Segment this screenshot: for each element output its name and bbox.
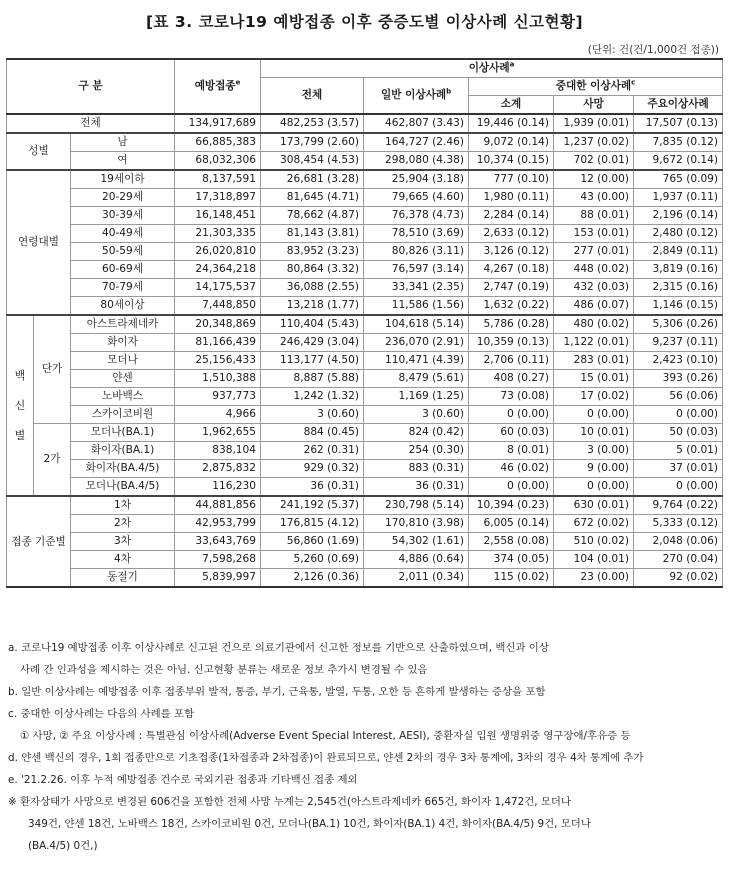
table-cell: 110,471 (4.39): [364, 352, 469, 370]
table-cell: 241,192 (5.37): [261, 496, 364, 515]
table-cell: 8 (0.01): [469, 442, 554, 460]
table-cell: 83,952 (3.23): [261, 243, 364, 261]
table-cell: 408 (0.27): [469, 370, 554, 388]
table-cell: 76,378 (4.73): [364, 207, 469, 225]
table-cell: 164,727 (2.46): [364, 133, 469, 152]
table-cell: 0 (0.00): [469, 406, 554, 424]
table-cell: 7,448,850: [175, 297, 261, 316]
table-cell: 0 (0.00): [469, 478, 554, 497]
table-cell: 115 (0.02): [469, 569, 554, 588]
table-row: [7, 388, 723, 406]
table-cell: 9,672 (0.14): [634, 152, 723, 171]
table-cell: 2,633 (0.12): [469, 225, 554, 243]
table-cell: 432 (0.03): [554, 279, 634, 297]
table-row: [7, 114, 723, 133]
table-row: [7, 279, 723, 297]
footnote-line: ① 사망, ② 주요 이상사례 : 특별관심 이상사례(Adverse Event Special Interest, AESI), 중환자실 입원 생명위중 영구장애/후유증 등: [20, 730, 631, 742]
table-cell: 15 (0.01): [554, 370, 634, 388]
header-general: 일반 이상사례$^b$: [364, 78, 469, 115]
row-label: 20-29세: [71, 189, 175, 207]
table-cell: 9,237 (0.11): [634, 334, 723, 352]
table-cell: 480 (0.02): [554, 315, 634, 334]
footnote-line: ※ 환자상태가 사망으로 변경된 606건을 포함한 전체 사망 누계는 2,545건(아스트라제네카 665건, 화이자 1,472건, 모더나: [8, 796, 571, 808]
table-cell: 298,080 (4.38): [364, 152, 469, 171]
table-cell: 23 (0.00): [554, 569, 634, 588]
table-row: [7, 478, 723, 497]
group-label-dose: 접종 기준별: [7, 496, 71, 587]
table-row: [7, 133, 723, 152]
table-cell: 1,146 (0.15): [634, 297, 723, 316]
table-cell: 2,315 (0.16): [634, 279, 723, 297]
row-label: 1차: [71, 496, 175, 515]
footnote-line: a. 코로나19 예방접종 이후 이상사례로 신고된 건으로 의료기관에서 신고한 정보를 기반으로 산출하였으며, 백신과 이상: [8, 642, 549, 654]
row-label: 여: [71, 152, 175, 171]
header-serious: 중대한 이상사례$^c$: [469, 78, 723, 96]
table-cell: 92 (0.02): [634, 569, 723, 588]
table-body: [7, 114, 723, 587]
table-cell: 5 (0.01): [634, 442, 723, 460]
table-cell: 46 (0.02): [469, 460, 554, 478]
table-cell: 937,773: [175, 388, 261, 406]
table-cell: 9,764 (0.22): [634, 496, 723, 515]
table-row: [7, 496, 723, 515]
row-label: 모더나(BA.1): [71, 424, 175, 442]
table-cell: 25,904 (3.18): [364, 170, 469, 189]
table-cell: 702 (0.01): [554, 152, 634, 171]
table-cell: 0 (0.00): [634, 406, 723, 424]
table-cell: 448 (0.02): [554, 261, 634, 279]
group-label-sex: 성별: [7, 133, 71, 170]
row-label: 60-69세: [71, 261, 175, 279]
table-cell: 3,819 (0.16): [634, 261, 723, 279]
table-cell: 1,962,655: [175, 424, 261, 442]
row-label: 노바백스: [71, 388, 175, 406]
subgroup-label-single: 단가: [34, 315, 71, 424]
row-label: 동절기: [71, 569, 175, 588]
table-cell: 283 (0.01): [554, 352, 634, 370]
table-row: [7, 225, 723, 243]
row-label: 80세이상: [71, 297, 175, 316]
table-cell: 9,072 (0.14): [469, 133, 554, 152]
table-cell: 25,156,433: [175, 352, 261, 370]
table-cell: 88 (0.01): [554, 207, 634, 225]
row-label: 스카이코비원: [71, 406, 175, 424]
row-label: 2차: [71, 515, 175, 533]
table-cell: 81,645 (4.71): [261, 189, 364, 207]
header-adverse: 이상사례$^a$: [261, 59, 723, 78]
table-cell: 134,917,689: [175, 114, 261, 133]
table-cell: 777 (0.10): [469, 170, 554, 189]
table-cell: 262 (0.31): [261, 442, 364, 460]
table-cell: 1,980 (0.11): [469, 189, 554, 207]
table-cell: 6,005 (0.14): [469, 515, 554, 533]
table-cell: 277 (0.01): [554, 243, 634, 261]
table-cell: 0 (0.00): [554, 478, 634, 497]
table-row: [7, 261, 723, 279]
table-cell: 80,826 (3.11): [364, 243, 469, 261]
table-row: [7, 569, 723, 588]
table-row: [7, 533, 723, 551]
table-cell: 883 (0.31): [364, 460, 469, 478]
table-cell: 17,507 (0.13): [634, 114, 723, 133]
table-cell: 2,558 (0.08): [469, 533, 554, 551]
table-cell: 230,798 (5.14): [364, 496, 469, 515]
table-cell: 5,306 (0.26): [634, 315, 723, 334]
table-cell: 16,148,451: [175, 207, 261, 225]
row-label: 40-49세: [71, 225, 175, 243]
footnote-line: 사례 간 인과성을 제시하는 것은 아님. 신고현황 분류는 새로운 정보 추가시 변경될 수 있음: [20, 664, 428, 676]
table-cell: 7,835 (0.12): [634, 133, 723, 152]
subgroup-label-bivalent: 2가: [34, 424, 71, 497]
table-cell: 13,218 (1.77): [261, 297, 364, 316]
table-cell: 37 (0.01): [634, 460, 723, 478]
row-label: 4차: [71, 551, 175, 569]
footnote-line: (BA.4/5) 0건,): [28, 840, 98, 852]
table-cell: 8,137,591: [175, 170, 261, 189]
table-row: [7, 152, 723, 171]
table-cell: 17,318,897: [175, 189, 261, 207]
table-cell: 10 (0.01): [554, 424, 634, 442]
table-cell: 26,681 (3.28): [261, 170, 364, 189]
table-cell: 4,966: [175, 406, 261, 424]
header-subtotal: 소계: [469, 96, 554, 115]
table-cell: 36 (0.31): [364, 478, 469, 497]
row-label: 화이자(BA.1): [71, 442, 175, 460]
group-label-age: 연령대별: [7, 170, 71, 315]
table-cell: 78,510 (3.69): [364, 225, 469, 243]
table-cell: 78,662 (4.87): [261, 207, 364, 225]
table-cell: 12 (0.00): [554, 170, 634, 189]
table-title: [표 3. 코로나19 예방접종 이후 중증도별 이상사례 신고현황]: [145, 13, 584, 31]
table-cell: 2,423 (0.10): [634, 352, 723, 370]
table-row: [7, 424, 723, 442]
table-cell: 884 (0.45): [261, 424, 364, 442]
table-row: [7, 315, 723, 334]
row-label: 3차: [71, 533, 175, 551]
table-cell: 80,864 (3.32): [261, 261, 364, 279]
row-label: 50-59세: [71, 243, 175, 261]
table-cell: 2,011 (0.34): [364, 569, 469, 588]
table-cell: 17 (0.02): [554, 388, 634, 406]
table-cell: 3 (0.60): [364, 406, 469, 424]
table-cell: 56,860 (1.69): [261, 533, 364, 551]
table-cell: 1,122 (0.01): [554, 334, 634, 352]
row-label: 모더나: [71, 352, 175, 370]
table-cell: 50 (0.03): [634, 424, 723, 442]
footnote-line: c. 중대한 이상사례는 다음의 사례를 포함: [8, 708, 195, 720]
table-cell: 1,937 (0.11): [634, 189, 723, 207]
table-cell: 1,237 (0.02): [554, 133, 634, 152]
table-cell: 113,177 (4.50): [261, 352, 364, 370]
table-cell: 8,887 (5.88): [261, 370, 364, 388]
table-cell: 170,810 (3.98): [364, 515, 469, 533]
table-cell: 254 (0.30): [364, 442, 469, 460]
table-cell: 153 (0.01): [554, 225, 634, 243]
table-cell: 36 (0.31): [261, 478, 364, 497]
table-cell: 374 (0.05): [469, 551, 554, 569]
table-cell: 33,643,769: [175, 533, 261, 551]
table-cell: 246,429 (3.04): [261, 334, 364, 352]
table-cell: 838,104: [175, 442, 261, 460]
table-cell: 4,886 (0.64): [364, 551, 469, 569]
table-cell: 824 (0.42): [364, 424, 469, 442]
table-cell: 104,618 (5.14): [364, 315, 469, 334]
table-cell: 26,020,810: [175, 243, 261, 261]
table-cell: 2,126 (0.36): [261, 569, 364, 588]
table-cell: 1,632 (0.22): [469, 297, 554, 316]
table-cell: 393 (0.26): [634, 370, 723, 388]
footnote-line: e. '21.2.26. 이후 누적 예방접종 건수로 국외기관 접종과 기타백신 접종 제외: [8, 774, 358, 786]
table-cell: 60 (0.03): [469, 424, 554, 442]
header-death: 사망: [554, 96, 634, 115]
table-row: [7, 460, 723, 478]
table-cell: 43 (0.00): [554, 189, 634, 207]
table-cell: 33,341 (2.35): [364, 279, 469, 297]
table-cell: 54,302 (1.61): [364, 533, 469, 551]
table-row: [7, 170, 723, 189]
footnote-line: b. 일반 이상사례는 예방접종 이후 접종부위 발적, 통증, 부기, 근육통, 발열, 두통, 오한 등 흔하게 발생하는 증상을 포함: [8, 686, 546, 698]
table-cell: 1,242 (1.32): [261, 388, 364, 406]
table-row: [7, 352, 723, 370]
group-label-vaccine: [7, 315, 34, 496]
table-cell: 76,597 (3.14): [364, 261, 469, 279]
table-cell: 42,953,799: [175, 515, 261, 533]
table-cell: 79,665 (4.60): [364, 189, 469, 207]
footnotes: [8, 637, 724, 857]
row-label: 남: [71, 133, 175, 152]
table-cell: 2,706 (0.11): [469, 352, 554, 370]
table-cell: 2,747 (0.19): [469, 279, 554, 297]
table-cell: 24,364,218: [175, 261, 261, 279]
header-aesi: 주요이상사례: [634, 96, 723, 115]
row-label: 30-39세: [71, 207, 175, 225]
table-cell: 462,807 (3.43): [364, 114, 469, 133]
table-cell: 3 (0.60): [261, 406, 364, 424]
table-cell: 236,070 (2.91): [364, 334, 469, 352]
table-cell: 486 (0.07): [554, 297, 634, 316]
group-label-vaccine-text: 백 신 별: [14, 368, 26, 442]
table-cell: 308,454 (4.53): [261, 152, 364, 171]
row-label: 전체: [7, 114, 175, 133]
table-cell: 11,586 (1.56): [364, 297, 469, 316]
header-category: 구 분: [7, 59, 175, 114]
table-row: [7, 243, 723, 261]
table-cell: 8,479 (5.61): [364, 370, 469, 388]
unit-label: (단위: 건(건/1,000건 접종)): [587, 44, 719, 56]
table-row: [7, 297, 723, 316]
row-label: 얀센: [71, 370, 175, 388]
table-cell: 765 (0.09): [634, 170, 723, 189]
table-cell: 2,196 (0.14): [634, 207, 723, 225]
row-label: 화이자(BA.4/5): [71, 460, 175, 478]
table-row: [7, 207, 723, 225]
table-cell: 56 (0.06): [634, 388, 723, 406]
table-cell: 68,032,306: [175, 152, 261, 171]
table-cell: 2,875,832: [175, 460, 261, 478]
table-cell: 44,881,856: [175, 496, 261, 515]
table-cell: 5,839,997: [175, 569, 261, 588]
table-cell: 173,799 (2.60): [261, 133, 364, 152]
table-cell: 116,230: [175, 478, 261, 497]
row-label: 모더나(BA.4/5): [71, 478, 175, 497]
table-cell: 10,374 (0.15): [469, 152, 554, 171]
header-total: 전체: [261, 78, 364, 115]
header-vaccinated: 예방접종$^e$: [175, 59, 261, 114]
table-cell: 9 (0.00): [554, 460, 634, 478]
table-cell: 5,786 (0.28): [469, 315, 554, 334]
row-label: 19세이하: [71, 170, 175, 189]
table-row: [7, 334, 723, 352]
table-cell: 5,260 (0.69): [261, 551, 364, 569]
footnote-line: 349건, 얀센 18건, 노바백스 18건, 스카이코비원 0건, 모더나(BA.1) 10건, 화이자(BA.1) 4건, 화이자(BA.4/5) 9건, 모더나: [28, 818, 591, 830]
table-cell: 270 (0.04): [634, 551, 723, 569]
table-cell: 7,598,268: [175, 551, 261, 569]
table-cell: 176,815 (4.12): [261, 515, 364, 533]
table-cell: 3,126 (0.12): [469, 243, 554, 261]
table-cell: 929 (0.32): [261, 460, 364, 478]
table-row: [7, 189, 723, 207]
footnote-line: d. 얀센 백신의 경우, 1회 접종만으로 기초접종(1차접종과 2차접종)이 완료되므로, 얀센 2차의 경우 3차 통계에, 3차의 경우 4차 통계에 추가: [8, 752, 644, 764]
table-cell: 10,394 (0.23): [469, 496, 554, 515]
table-cell: 19,446 (0.14): [469, 114, 554, 133]
row-label: 아스트라제네카: [71, 315, 175, 334]
table-cell: 2,284 (0.14): [469, 207, 554, 225]
row-label: 화이자: [71, 334, 175, 352]
table-cell: 1,510,388: [175, 370, 261, 388]
table-cell: 0 (0.00): [634, 478, 723, 497]
table-cell: 10,359 (0.13): [469, 334, 554, 352]
table-cell: 1,169 (1.25): [364, 388, 469, 406]
table-row: [7, 551, 723, 569]
table-cell: 3 (0.00): [554, 442, 634, 460]
table-cell: 630 (0.01): [554, 496, 634, 515]
table-cell: 672 (0.02): [554, 515, 634, 533]
table-cell: 14,175,537: [175, 279, 261, 297]
table-cell: 73 (0.08): [469, 388, 554, 406]
table-row: [7, 515, 723, 533]
adverse-event-table: [6, 58, 723, 588]
table-cell: 2,849 (0.11): [634, 243, 723, 261]
table-cell: 66,885,383: [175, 133, 261, 152]
table-cell: 2,480 (0.12): [634, 225, 723, 243]
row-label: 70-79세: [71, 279, 175, 297]
table-cell: 0 (0.00): [554, 406, 634, 424]
table-row: [7, 442, 723, 460]
table-cell: 1,939 (0.01): [554, 114, 634, 133]
table-cell: 36,088 (2.55): [261, 279, 364, 297]
table-cell: 81,166,439: [175, 334, 261, 352]
table-cell: 482,253 (3.57): [261, 114, 364, 133]
table-cell: 5,333 (0.12): [634, 515, 723, 533]
table-cell: 4,267 (0.18): [469, 261, 554, 279]
table-cell: 81,143 (3.81): [261, 225, 364, 243]
table-cell: 104 (0.01): [554, 551, 634, 569]
table-row: [7, 370, 723, 388]
table-row: [7, 406, 723, 424]
table-cell: 510 (0.02): [554, 533, 634, 551]
table-cell: 2,048 (0.06): [634, 533, 723, 551]
table-cell: 110,404 (5.43): [261, 315, 364, 334]
table-cell: 21,303,335: [175, 225, 261, 243]
table-cell: 20,348,869: [175, 315, 261, 334]
